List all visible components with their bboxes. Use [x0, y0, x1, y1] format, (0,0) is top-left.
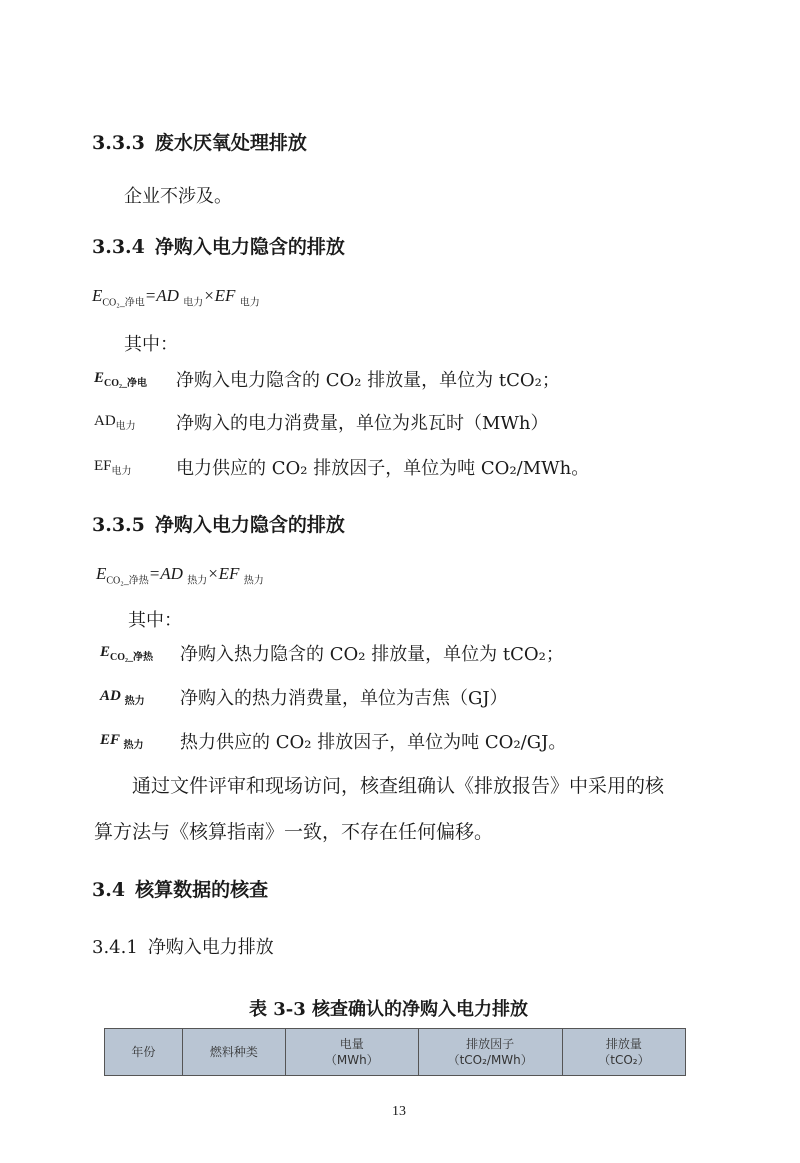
table-header-row	[105, 1029, 686, 1076]
def-desc-ef-heat: 热力供应的 CO₂ 排放因子，单位为吨 CO₂/GJ。	[180, 732, 567, 753]
def-desc-e-co2-electricity: 净购入电力隐含的 CO₂ 排放量，单位为 tCO₂；	[176, 370, 560, 391]
table-header-year: 年份	[105, 1029, 183, 1076]
emissions-table	[104, 1028, 686, 1076]
def-desc-e-co2-heat: 净购入热力隐含的 CO₂ 排放量，单位为 tCO₂；	[180, 644, 564, 665]
formula-electricity: $E_{CO_2\_净电}=AD$ $_{电力}$×EF $_{电力}$	[92, 286, 260, 309]
section-body-3-3-3: 企业不涉及。	[124, 186, 232, 207]
def-symbol-ad-heat: AD $_{热力}$	[100, 688, 145, 707]
table-header-emission-factor: 排放因子 （tCO₂/MWh）	[418, 1029, 562, 1076]
def-desc-ad-heat: 净购入的热力消费量，单位为吉焦（GJ）	[180, 688, 508, 709]
def-symbol-e-co2-electricity: $E_{CO_2\_净电}$	[94, 370, 148, 389]
def-symbol-ad-electricity: $AD_{电力}$	[94, 413, 136, 432]
section-heading-3-3-5: 3.3.5 净购入电力隐含的排放	[92, 514, 345, 536]
paragraph-line-1: 通过文件评审和现场访问，核查组确认《排放报告》中采用的核	[132, 775, 665, 797]
section-heading-3-3-3: 3.3.3 废水厌氧处理排放	[92, 132, 307, 154]
paragraph-line-2: 算方法与《核算指南》一致，不存在任何偏移。	[94, 821, 494, 843]
def-symbol-ef-electricity: $EF_{电力}$	[94, 458, 132, 477]
def-symbol-e-co2-heat: $E_{CO_2\_净热}$	[100, 644, 154, 663]
qizhong-label-1: 其中：	[124, 334, 178, 355]
table-header-electricity: 电量 （MWh）	[286, 1029, 419, 1076]
table-header-emissions: 排放量 （tCO₂）	[562, 1029, 685, 1076]
section-heading-3-4: 3.4 核算数据的核查	[92, 879, 269, 901]
def-desc-ef-electricity: 电力供应的 CO₂ 排放因子，单位为吨 CO₂/MWh。	[176, 458, 590, 479]
def-symbol-ef-heat: EF $_{热力}$	[100, 732, 144, 751]
section-heading-3-3-4: 3.3.4 净购入电力隐含的排放	[92, 236, 345, 258]
formula-heat: $E_{CO_2\_净热}=AD$ $_{热力}$×EF $_{热力}$	[96, 564, 264, 587]
page-number: 13	[392, 1104, 406, 1119]
def-desc-ad-electricity: 净购入的电力消费量，单位为兆瓦时（MWh）	[176, 413, 549, 434]
subsection-heading-3-4-1: 3.4.1 净购入电力排放	[92, 937, 274, 958]
table-caption: 表 3-3 核查确认的净购入电力排放	[249, 999, 529, 1020]
table-header-fuel-type: 燃料种类	[182, 1029, 285, 1076]
qizhong-label-2: 其中：	[128, 610, 182, 631]
